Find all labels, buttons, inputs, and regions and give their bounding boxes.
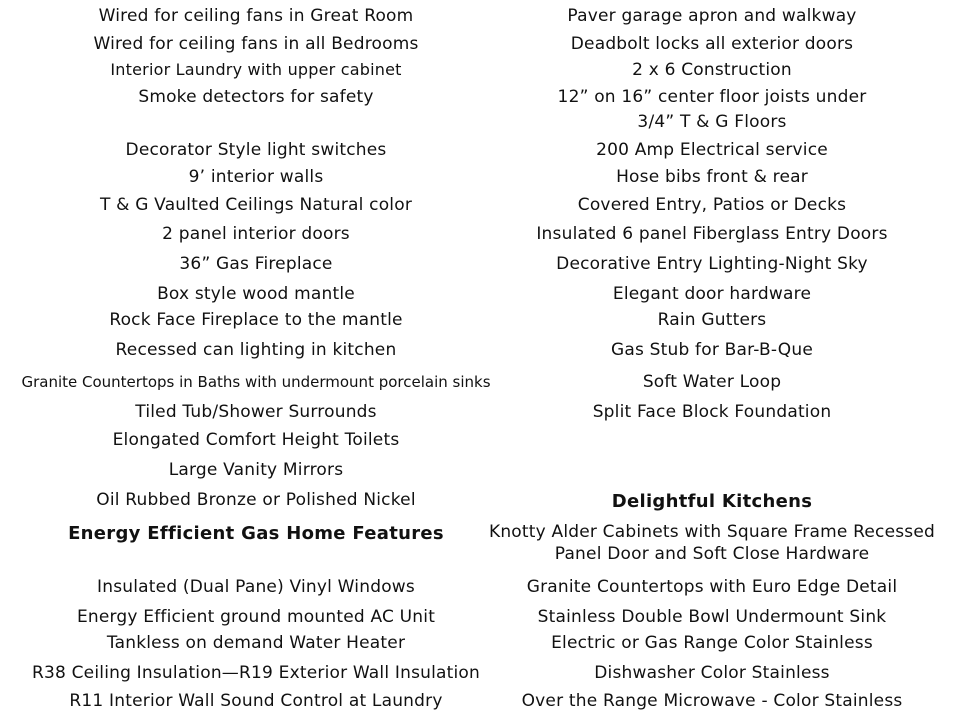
feature-item: 3/4” T & G Floors bbox=[637, 112, 787, 132]
kitchen-features-heading: Delightful Kitchens bbox=[611, 491, 813, 512]
feature-item: 12” on 16” center floor joists under bbox=[557, 87, 867, 107]
feature-item: Elegant door hardware bbox=[612, 284, 812, 304]
kitchen-feature-item: Granite Countertops with Euro Edge Detail bbox=[526, 577, 898, 597]
feature-item: Rock Face Fireplace to the mantle bbox=[109, 310, 403, 330]
feature-item: Smoke detectors for safety bbox=[138, 87, 374, 107]
feature-item: Recessed can lighting in kitchen bbox=[115, 340, 397, 360]
feature-item: 36” Gas Fireplace bbox=[179, 254, 333, 274]
feature-item: Elongated Comfort Height Toilets bbox=[112, 430, 400, 450]
feature-item: Rain Gutters bbox=[657, 310, 767, 330]
feature-item: Wired for ceiling fans in all Bedrooms bbox=[93, 34, 419, 54]
feature-item: 200 Amp Electrical service bbox=[596, 140, 828, 160]
feature-item: Covered Entry, Patios or Decks bbox=[577, 195, 847, 215]
feature-item: Insulated 6 panel Fiberglass Entry Doors bbox=[536, 224, 888, 244]
kitchen-feature-item: Electric or Gas Range Color Stainless bbox=[551, 633, 873, 653]
feature-item: Decorator Style light switches bbox=[125, 140, 387, 160]
energy-feature-item: Insulated (Dual Pane) Vinyl Windows bbox=[97, 577, 415, 597]
feature-item: Interior Laundry with upper cabinet bbox=[110, 60, 402, 79]
feature-item: 2 panel interior doors bbox=[162, 224, 350, 244]
feature-item: Paver garage apron and walkway bbox=[567, 6, 857, 26]
feature-item: 9’ interior walls bbox=[188, 167, 324, 187]
energy-feature-item: Tankless on demand Water Heater bbox=[106, 633, 406, 653]
energy-feature-item: Energy Efficient ground mounted AC Unit bbox=[76, 607, 436, 627]
feature-item: 2 x 6 Construction bbox=[632, 60, 792, 80]
feature-item: T & G Vaulted Ceilings Natural color bbox=[99, 195, 413, 215]
kitchen-feature-item: Panel Door and Soft Close Hardware bbox=[554, 544, 870, 564]
feature-item: Large Vanity Mirrors bbox=[168, 460, 344, 480]
feature-item: Granite Countertops in Baths with undermount porcelain sinks bbox=[21, 373, 491, 391]
feature-item: Wired for ceiling fans in Great Room bbox=[98, 6, 414, 26]
feature-item: Deadbolt locks all exterior doors bbox=[570, 34, 854, 54]
feature-item: Oil Rubbed Bronze or Polished Nickel bbox=[96, 490, 416, 510]
feature-item: Tiled Tub/Shower Surrounds bbox=[135, 402, 377, 422]
feature-item: Decorative Entry Lighting-Night Sky bbox=[556, 254, 868, 274]
feature-item: Split Face Block Foundation bbox=[592, 402, 832, 422]
feature-item: Gas Stub for Bar-B-Que bbox=[610, 340, 813, 360]
kitchen-feature-item: Over the Range Microwave - Color Stainless bbox=[521, 691, 903, 711]
energy-features-heading: Energy Efficient Gas Home Features bbox=[68, 523, 444, 544]
energy-feature-item: R38 Ceiling Insulation—R19 Exterior Wall Insulation bbox=[31, 663, 481, 683]
feature-item: Soft Water Loop bbox=[642, 372, 782, 392]
feature-item: Hose bibs front & rear bbox=[616, 167, 808, 187]
kitchen-feature-item: Knotty Alder Cabinets with Square Frame Recessed bbox=[488, 522, 936, 542]
kitchen-feature-item: Stainless Double Bowl Undermount Sink bbox=[537, 607, 887, 627]
feature-item: Box style wood mantle bbox=[157, 284, 355, 304]
kitchen-feature-item: Dishwasher Color Stainless bbox=[594, 663, 830, 683]
energy-feature-item: R11 Interior Wall Sound Control at Laundry bbox=[69, 691, 443, 711]
